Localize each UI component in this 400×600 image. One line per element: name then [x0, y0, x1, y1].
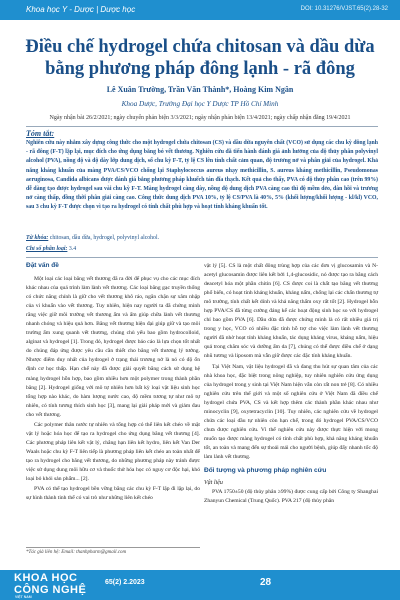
- received-dates: Ngày nhận bài 26/2/2021; ngày chuyển phản biện 3/3/2021; ngày nhận phản biện 13/4/2021; ngày chấp nhận đăng 19/4/2021: [49, 115, 351, 121]
- classification: [26, 246, 76, 252]
- paragraph: PVA 1750±50 (độ thủy phân ≥99%) được cung cấp bởi Công ty Shanghai Zhanyun Chemical (Trung Quốc). PVA 217 (độ thủy phân: [204, 489, 378, 505]
- right-column: [204, 262, 378, 507]
- doi-link[interactable]: DOI: 10.31276/VJST.65(2).28-32: [300, 6, 388, 12]
- authors: Lê Xuân Trường, Trần Văn Thành*, Hoàng Kim Ngân: [106, 85, 294, 94]
- classification-label: Chỉ số phân loại:: [26, 246, 68, 252]
- divider-abstract: [26, 257, 378, 258]
- journal-logo-line-2: CÔNG NGHỆ: [14, 584, 87, 596]
- intro-heading: Đặt vấn đề: [26, 262, 59, 269]
- abstract-heading: Tóm tắt:: [26, 129, 55, 138]
- paragraph: Tại Việt Nam, vật liệu hydrogel đã và đang thu hút sự quan tâm của các nhà khoa học, đặc biệt trong nông nghiệp, tuy nhiên nghiên cứu ứng dụng của hydrogel trong y sinh tại Việt Nam hiện vẫn còn rất non trẻ [8]. Có nhiều nghiên cứu trên thế giới và một số nghiên cứu ở Việt Nam đã điều chế hydrogel chứa PVA, CS và kết hợp thêm các thành phần khác nhau như minocyclin [9], oxytetracyclin [10]. Tuy nhiên, các nghiên cứu về hydrogel chứa các loại dầu tự nhiên còn hạn chế, trong đó hydrogel PVA/CS/VCO chưa được nghiên cứu. Vì thế nghiên cứu này được thực hiện với mong muốn tạo được màng hydrogel có tính chất phù hợp, khả năng kháng khuẩn tốt, an toàn và mang đến sự thoải mái cho người bệnh, giúp đẩy nhanh tốc độ làm lành vết thương.: [204, 363, 378, 460]
- journal-logo-line-1: KHOA HỌC: [14, 572, 78, 584]
- corresponding-author-footnote: *Tác giả liên hệ: Email: thanhpharm@gmail.com: [26, 547, 200, 555]
- footer-bar: [0, 570, 400, 600]
- page-number: 28: [260, 577, 272, 588]
- keywords-label: Từ khóa:: [26, 235, 49, 241]
- classification-value: 3.4: [68, 246, 77, 252]
- title-line-2: bằng phương pháp đông lạnh - rã đông: [45, 59, 355, 79]
- paragraph: Các polymer thân nước tự nhiên và tổng hợp có thể liên kết chéo về mặt vật lý hoặc hóa học để tạo ra hydrogel cho ứng dụng băng vết thương [4]. Các phương pháp liên kết vật lý, chẳng hạn liên kết hydro, liên kết Van Der Waals hoặc chu kỳ F-T liên tiếp là phương pháp liên kết chéo an toàn nhất để tạo ra hydrogel cho băng vết thương, do những phương pháp này tránh được việc sử dụng dung môi hữu cơ và thuốc thử hóa học có nguy cơ độc hại, khó loại bỏ khỏi sản phẩm... [2].: [26, 421, 200, 483]
- paragraph: PVA có thể tạo hydrogel bền vững bằng các chu kỳ F-T lặp đi lặp lại, do sự hình thành tinh thể có vai trò như những liên kết chéo: [26, 486, 200, 502]
- paragraph: Một loại các loại băng vết thương đã ra đời để phục vụ cho các mục đích khác nhau của quá trình làm lành vết thương. Các loại băng gạc truyền thống có chức năng chính là giữ cho vết thương khô ráo, ngăn chặn sự xâm nhập của vi khuẩn vào vết thương. Tuy nhiên, hiện nay người ta đã chứng minh rằng việc giữ môi trường vết thương ẩm và ấm giúp chữa lành vết thương nhanh chóng và hiệu quả hơn. Băng vết thương hiện đại giúp giữ và tạo môi trường ẩm xung quanh vết thương, chúng chủ yếu bao gồm hydrocolloid, alginat và hydrogel [1]. Trong đó, hydrogel được báo cáo là lựa chọn tốt nhất do chúng đáp ứng được yêu cầu cần thiết cho băng vết thương lý tưởng. Nhược điểm duy nhất của hydrogel ở trạng thái trương nở là nó có độ ổn định cơ học thấp. Hạn chế này đã được giải quyết bằng cách sử dụng hệ màng hydrogel hỗn hợp, bao gồm nhiều hơn một polymer trong thành phần băng [2]. Hydrogel giống với mô tự nhiên hơn bất kỳ loại vật liệu sinh học tổng hợp nào khác, do hàm lượng nước cao, độ mềm tương tự như mô tự nhiên, có tính tương thích sinh học [3], mang lại giải pháp mới và giảm đau cho vết thương.: [26, 276, 200, 418]
- abstract-text: Nghiên cứu này nhằm xây dựng công thức cho một hydrogel chứa chitosan (CS) và dầu dừa nguyên chất (VCO) sử dụng các chu kỳ đông lạnh - rã đông (F-T) lặp lại, mục đích cho ứng dụng băng bó vết thương. Nghiên cứu đã tiến hành đánh giá ảnh hưởng của độ thủy phân polyvinyl alcohol (PVA), nồng độ và độ dày lớp dung dịch, số chu kỳ F-T, tỷ lệ CS lên tính chất cảm quan, độ trương nở và phân giải của hydrogel. Khả năng kháng khuẩn của màng PVA/CS/VCO chống lại Staphylococcus aureus nhạy methicillin, S. aureus kháng methicillin, Pseudomonas aeruginosa, Candida albicans được đánh giá bằng phương pháp khuếch tán đĩa thạch. Kết quả cho thấy, PVA có độ thủy phân cao (trên 99%) dễ dàng tạo được hydrogel sau vài chu kỳ F-T. Màng hydrogel càng dày, nồng độ dung dịch PVA càng cao thì độ mềm dẻo, đàn hồi và trương nở càng thấp, đồng thời phân giải càng cao. Công thức dung dịch PVA 10%, tỷ lệ CS/PVA là 40%, 5% (khối lượng/khối lượng - kl/kl) VCO, sau 3 chu kỳ F-T được chọn vì tạo ra hydrogel có tính chất phù hợp và hoạt tính kháng khuẩn tốt.: [26, 140, 378, 211]
- keywords-text: chitosan, dầu dừa, hydrogel, polyvinyl alcohol.: [49, 235, 160, 241]
- left-column: [26, 262, 200, 504]
- materials-subheading: Vật liệu: [204, 480, 223, 487]
- methods-heading: Đối tượng và phương pháp nghiên cứu: [204, 467, 327, 475]
- journal-logo-line-3: VIỆT NAM: [15, 595, 32, 599]
- title-line-1: Điều chế hydrogel chứa chitosan và dầu dừa: [25, 37, 375, 57]
- issue-number: 65(2) 2.2023: [105, 579, 145, 586]
- journal-section: Khoa học Y - Dược | Dược học: [26, 5, 136, 14]
- article-title: [20, 36, 380, 80]
- header-bar: [0, 0, 400, 20]
- affiliation: Khoa Dược, Trường Đại học Y Dược TP Hồ Chí Minh: [121, 100, 279, 108]
- keywords: [26, 234, 378, 243]
- paragraph: vật lý [5]. CS là một chất đông trùng hợp của các đơn vị glucosamin và N-acetyl glucosamin được liên kết bởi 1,4-glucosidic, nó được tạo ra bằng cách deacetyl hóa một phần chitin [6]. CS được coi là chất tạo băng vết thương phổ biến, có hoạt tính kháng khuẩn, kháng nấm, chống lại các chấn thương tự mô trường, tính chất kết dính và khả năng thấm oxy rất tốt [2]. Hydrogel hỗn hợp PVA/CS đã từng cường đáng kể các hoạt động sinh học so với hydrogel chỉ bao gồm PVA [6]. Dầu dừa đã được chứng minh là có rất nhiều giá trị trong y học, VCO có nhiều đặc tính hỗ trợ cho việc làm lành vết thương người đã nhờ hoạt tính kháng khuẩn, tác dụng kháng virus, kháng nấm, hiệu quả trong chăm sóc và dưỡng ẩm da [7], chúng có thể được điều chế ở dạng nhũ tương và liposom mà vẫn giữ được các đặc tính kháng khuẩn.: [204, 263, 378, 360]
- divider-top: [26, 126, 378, 127]
